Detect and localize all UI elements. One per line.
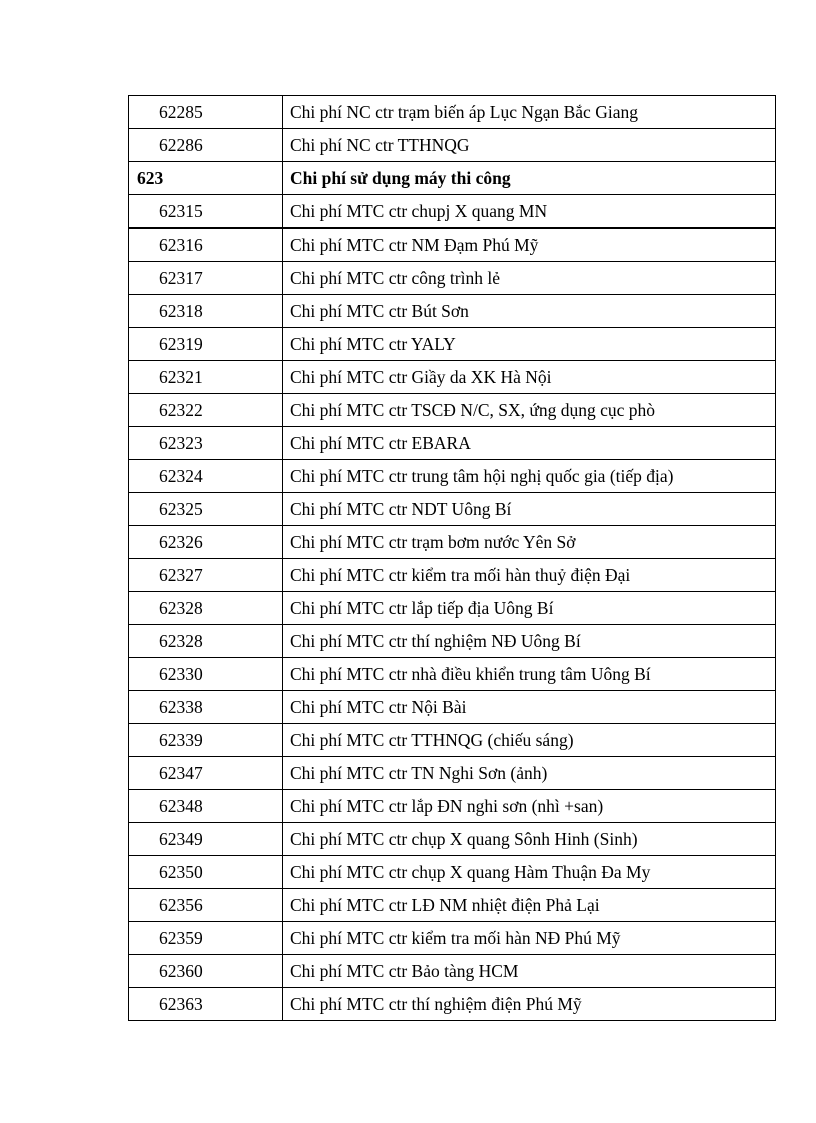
account-code: 62326 (129, 526, 283, 559)
table-row (129, 592, 776, 625)
account-code: 62356 (129, 889, 283, 922)
account-description: Chi phí MTC ctr công trình lẻ (283, 262, 776, 295)
table-row (129, 228, 776, 262)
account-code: 62347 (129, 757, 283, 790)
account-description: Chi phí MTC ctr trạm bơm nước Yên Sở (283, 526, 776, 559)
account-code: 62360 (129, 955, 283, 988)
account-code: 62325 (129, 493, 283, 526)
account-description: Chi phí MTC ctr Nội Bài (283, 691, 776, 724)
account-description: Chi phí MTC ctr lắp ĐN nghi sơn (nhì +san) (283, 790, 776, 823)
account-description: Chi phí MTC ctr chụp X quang Sônh Hinh (Sinh) (283, 823, 776, 856)
table-row (129, 658, 776, 691)
account-description: Chi phí MTC ctr TTHNQG (chiếu sáng) (283, 724, 776, 757)
account-code: 62319 (129, 328, 283, 361)
table-row (129, 790, 776, 823)
account-description: Chi phí MTC ctr nhà điều khiển trung tâm Uông Bí (283, 658, 776, 691)
account-description: Chi phí MTC ctr thí nghiệm điện Phú Mỹ (283, 988, 776, 1021)
account-description: Chi phí MTC ctr LĐ NM nhiệt điện Phả Lại (283, 889, 776, 922)
account-code: 62350 (129, 856, 283, 889)
table-row (129, 96, 776, 129)
table-row (129, 988, 776, 1021)
account-description: Chi phí MTC ctr NDT Uông Bí (283, 493, 776, 526)
table-row (129, 889, 776, 922)
account-code: 62328 (129, 592, 283, 625)
account-table (128, 95, 776, 1021)
account-description: Chi phí sử dụng máy thi công (283, 162, 776, 195)
account-code: 62315 (129, 195, 283, 229)
table-row (129, 757, 776, 790)
table-row (129, 328, 776, 361)
account-description: Chi phí MTC ctr chụp X quang Hàm Thuận Đa My (283, 856, 776, 889)
table-row (129, 493, 776, 526)
account-code: 62317 (129, 262, 283, 295)
table-row (129, 295, 776, 328)
table-row (129, 460, 776, 493)
table-row (129, 526, 776, 559)
account-code: 62286 (129, 129, 283, 162)
account-description: Chi phí NC ctr TTHNQG (283, 129, 776, 162)
table-group-row (129, 162, 776, 195)
account-code: 62318 (129, 295, 283, 328)
account-description: Chi phí MTC ctr NM Đạm Phú Mỹ (283, 228, 776, 262)
table-row (129, 724, 776, 757)
account-description: Chi phí MTC ctr Bảo tàng HCM (283, 955, 776, 988)
table-row (129, 691, 776, 724)
account-description: Chi phí MTC ctr YALY (283, 328, 776, 361)
account-description: Chi phí MTC ctr trung tâm hội nghị quốc gia (tiếp địa) (283, 460, 776, 493)
account-code: 62349 (129, 823, 283, 856)
table-row (129, 394, 776, 427)
account-code: 62285 (129, 96, 283, 129)
table-row (129, 922, 776, 955)
account-code: 62324 (129, 460, 283, 493)
account-code: 62328 (129, 625, 283, 658)
account-description: Chi phí MTC ctr kiểm tra mối hàn thuỷ điện Đại (283, 559, 776, 592)
account-description: Chi phí MTC ctr thí nghiệm NĐ Uông Bí (283, 625, 776, 658)
table-row (129, 559, 776, 592)
table-row (129, 129, 776, 162)
table-row (129, 427, 776, 460)
table-row (129, 625, 776, 658)
account-code: 62316 (129, 228, 283, 262)
account-table-body (129, 96, 776, 1021)
account-code: 62338 (129, 691, 283, 724)
account-description: Chi phí MTC ctr TN Nghi Sơn (ảnh) (283, 757, 776, 790)
account-description: Chi phí NC ctr trạm biến áp Lục Ngạn Bắc Giang (283, 96, 776, 129)
account-code: 62339 (129, 724, 283, 757)
table-row (129, 361, 776, 394)
account-description: Chi phí MTC ctr lắp tiếp địa Uông Bí (283, 592, 776, 625)
account-description: Chi phí MTC ctr chupj X quang MN (283, 195, 776, 229)
account-description: Chi phí MTC ctr Bút Sơn (283, 295, 776, 328)
account-code: 62348 (129, 790, 283, 823)
account-code: 62323 (129, 427, 283, 460)
account-description: Chi phí MTC ctr kiểm tra mối hàn NĐ Phú Mỹ (283, 922, 776, 955)
table-row (129, 823, 776, 856)
account-description: Chi phí MTC ctr EBARA (283, 427, 776, 460)
account-description: Chi phí MTC ctr Giầy da XK Hà Nội (283, 361, 776, 394)
table-row (129, 262, 776, 295)
table-row (129, 195, 776, 229)
account-code: 62327 (129, 559, 283, 592)
account-code: 62321 (129, 361, 283, 394)
table-row (129, 955, 776, 988)
account-code: 62322 (129, 394, 283, 427)
account-code: 62363 (129, 988, 283, 1021)
account-code: 62359 (129, 922, 283, 955)
account-code: 62330 (129, 658, 283, 691)
account-code: 623 (129, 162, 283, 195)
account-description: Chi phí MTC ctr TSCĐ N/C, SX, ứng dụng cục phò (283, 394, 776, 427)
table-row (129, 856, 776, 889)
